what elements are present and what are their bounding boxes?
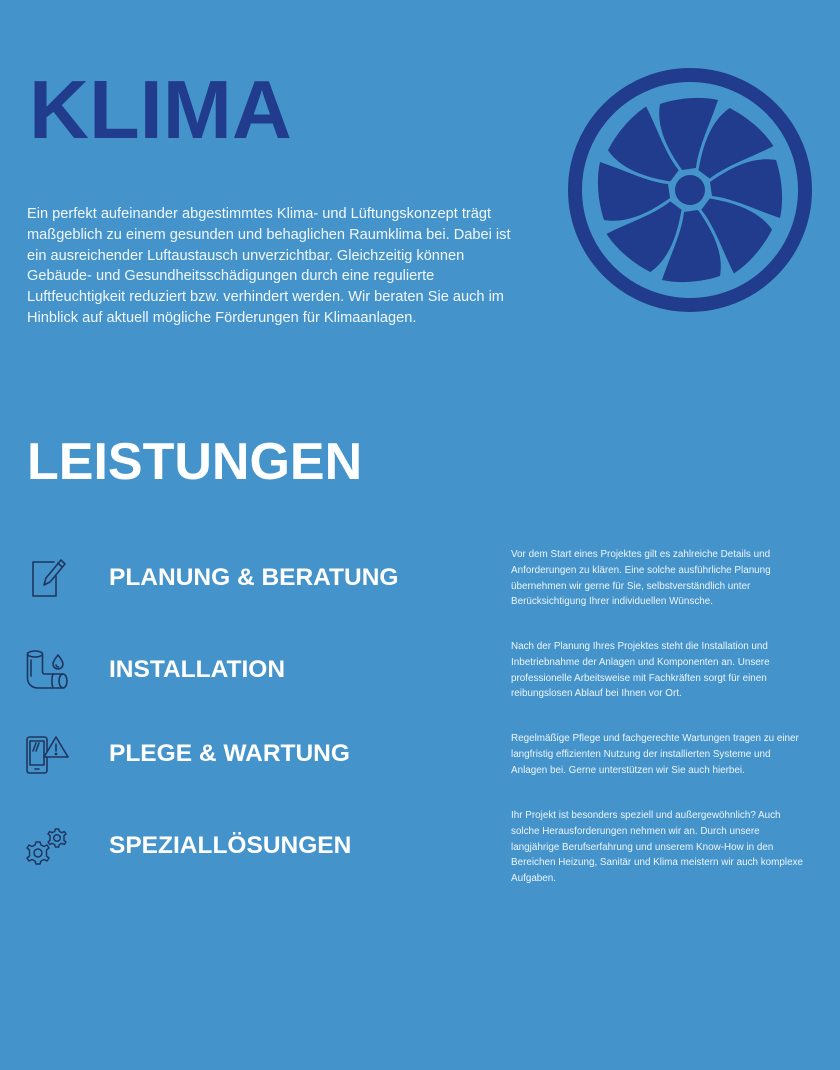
service-description-line: übernehmen wir gerne für Sie, selbstverständlich unter — [511, 580, 751, 592]
hero-description-line: Ein perfekt aufeinander abgestimmtes Klima- und Lüftungskonzept trägt — [27, 206, 492, 222]
tablet-warning-icon — [25, 733, 71, 779]
service-description-line: Vor dem Start eines Projektes gilt es zahlreiche Details und — [511, 549, 771, 560]
hero-description-line: maßgeblich zu einem gesunden und behaglichen Raumklima bei. Dabei ist — [27, 226, 511, 243]
service-description-line: Aufgaben. — [511, 873, 557, 885]
pipe-water-drop-icon — [24, 648, 70, 694]
hero-description-line: Gebäude- und Gesundheitsschädigungen durch eine regulierte — [27, 268, 435, 285]
service-description-line: Anlagen bei. Gerne unterstützen wir Sie auch hierbei. — [511, 764, 745, 776]
hero-description — [27, 204, 547, 329]
hero-description-line: Hinblick auf aktuell mögliche Förderungen für Klimaanlagen. — [27, 309, 417, 326]
service-description — [511, 731, 831, 778]
service-description-line: langjährige Berufserfahrung und unserem Know-How in den — [511, 841, 774, 853]
service-description-line: Anforderungen zu klären. Eine solche ausführliche Planung — [511, 564, 771, 576]
service-title: SPEZIALLÖSUNGEN — [109, 832, 352, 859]
section-title-services: LEISTUNGEN — [27, 433, 363, 491]
service-description-line: Inbetriebnahme der Anlagen und Komponenten an. Unsere — [511, 656, 770, 668]
service-title: PLANUNG & BERATUNG — [109, 564, 399, 591]
service-description — [511, 547, 831, 610]
service-description-line: solche Herausforderungen nehmen wir an. Durch unsere — [511, 825, 760, 837]
fan-icon — [567, 67, 813, 313]
service-description-line: Nach der Planung Ihres Projektes steht die Installation und — [511, 641, 768, 652]
hero-description-line: Luftfeuchtigkeit reduziert bzw. verhindert werden. Wir beraten Sie auch im — [27, 289, 504, 306]
service-description-line: professionelle Arbeitsweise mit Fachkräften sorgt für einen — [511, 672, 767, 684]
service-title: PLEGE & WARTUNG — [109, 740, 350, 767]
page-title: KLIMA — [29, 63, 292, 156]
service-description-line: Berücksichtigung Ihrer individuellen Wünsche. — [511, 596, 713, 608]
gears-icon — [25, 825, 71, 871]
service-description-line: reibungslosen Ablauf bei Ihnen vor Ort. — [511, 688, 682, 700]
service-description-line: langfristig effizienten Nutzung der installierten Systeme und — [511, 748, 771, 760]
hero-description-line: ein ausreichender Luftaustausch unverzichtbar. Gleichzeitig können — [27, 247, 465, 264]
edit-document-icon — [25, 556, 71, 602]
service-description-line: Regelmäßige Pflege und fachgerechte Wartungen tragen zu einer — [511, 733, 799, 744]
service-description — [511, 808, 831, 887]
service-description-line: Ihr Projekt ist besonders speziell und außergewöhnlich? Auch — [511, 810, 781, 821]
service-description — [511, 639, 831, 702]
service-description-line: Bereichen Heizung, Sanitär und Klima meistern wir auch komplexe — [511, 857, 804, 869]
service-title: INSTALLATION — [109, 656, 286, 683]
